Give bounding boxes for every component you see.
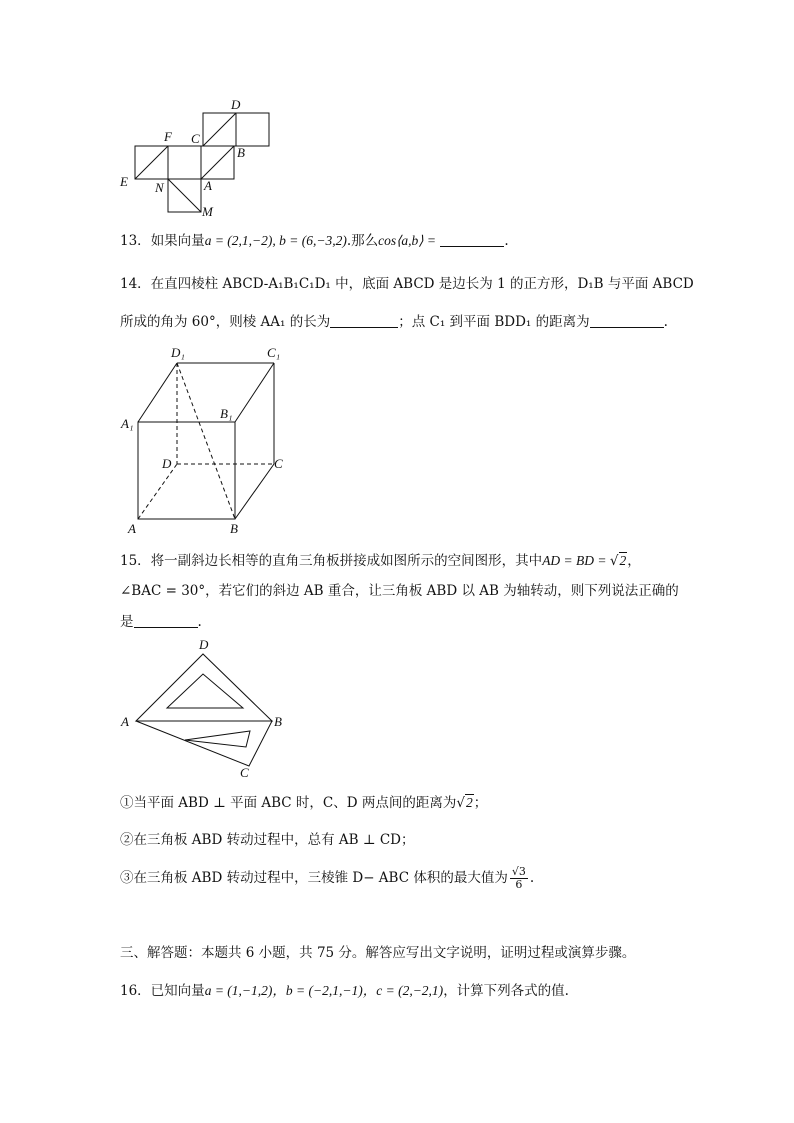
cube-label-d1: D₁ xyxy=(171,345,185,360)
tri-label-b: B xyxy=(274,714,282,729)
net-label-f: F xyxy=(164,129,172,144)
q15-line1-expr: AD = BD = xyxy=(542,553,610,568)
q15-line3: 是 xyxy=(120,614,134,630)
cube-label-d: D xyxy=(162,456,172,471)
tri-label-a: A xyxy=(121,714,129,729)
cube-label-c1: C₁ xyxy=(267,345,281,360)
question-15-line2: ∠BAC = 30°，若它们的斜边 AB 重合，让三角板 ABD 以 AB 为轴转动，则下列说法正确的 xyxy=(120,583,679,599)
q13-text-before: 如果向量 xyxy=(150,233,205,249)
q14-answer-blank-2[interactable] xyxy=(590,313,664,328)
section-3-heading: 三、解答题：本题共 6 小题，共 75 分。解答应写出文字说明，证明过程或演算步骤。 xyxy=(120,945,636,961)
net-label-d: D xyxy=(231,97,241,112)
net-figure xyxy=(110,95,290,225)
q15-line1-a: 15．将一副斜边长相等的直角三角板拼接成如图所示的空间图形，其中 xyxy=(120,553,543,569)
question-14-line2 xyxy=(120,312,668,332)
option-1: ①当平面 ABD ⊥ 平面 ABC 时，C、D 两点间的距离为√2； xyxy=(120,795,488,811)
cube-label-a: A xyxy=(128,521,136,536)
q15-line3-end: . xyxy=(197,614,202,630)
q13-number: 13． xyxy=(120,233,151,249)
q15-answer-blank[interactable] xyxy=(134,613,198,628)
opt3-fraction xyxy=(510,866,528,891)
q14-line2-end: . xyxy=(663,314,668,330)
cube-figure xyxy=(115,340,300,540)
triangle-boards-figure xyxy=(115,635,300,785)
opt1-end: ； xyxy=(473,795,488,811)
question-13 xyxy=(120,231,509,251)
q15-line1-end: ， xyxy=(627,553,641,569)
q15-line1-root: 2 xyxy=(619,553,627,568)
option-3 xyxy=(120,866,534,891)
net-label-n: N xyxy=(155,180,164,195)
question-16 xyxy=(120,981,569,1001)
q16-text-b: ，计算下列各式的值. xyxy=(443,983,569,999)
opt3-denominator: 6 xyxy=(515,878,523,891)
q13-text-mid: .那么 xyxy=(346,233,379,249)
opt3-text: ③在三角板 ABD 转动过程中，三棱锥 D− ABC 体积的最大值为 xyxy=(120,870,508,886)
question-15-line1: 15．将一副斜边长相等的直角三角板拼接成如图所示的空间图形，其中AD = BD = √2， xyxy=(120,553,641,569)
option-2: ②在三角板 ABD 转动过程中，总有 AB ⊥ CD； xyxy=(120,832,415,848)
q14-answer-blank-1[interactable] xyxy=(330,313,398,328)
opt3-end: . xyxy=(529,870,535,886)
net-label-c: C xyxy=(191,131,200,146)
tri-label-d: D xyxy=(199,637,209,652)
opt1-text: ①当平面 ABD ⊥ 平面 ABC 时，C、D 两点间的距离为 xyxy=(120,795,457,811)
q13-end: . xyxy=(504,233,509,249)
q13-cos-expr: cos⟨a,b⟩ = xyxy=(378,233,437,248)
cube-label-a1: A₁ xyxy=(121,416,134,431)
q14-line2-b: ；点 C₁ 到平面 BDD₁ 的距离为 xyxy=(398,314,590,330)
question-14-line1: 14．在直四棱柱 ABCD-A₁B₁C₁D₁ 中，底面 ABCD 是边长为 1 的正方形，D₁B 与平面 ABCD xyxy=(120,276,694,292)
net-label-m: M xyxy=(202,204,213,219)
question-15-line3 xyxy=(120,612,202,632)
opt1-root: 2 xyxy=(465,795,473,810)
net-label-e: E xyxy=(120,174,128,189)
cube-label-b1: B₁ xyxy=(220,406,233,421)
q16-text-a: 16．已知向量 xyxy=(120,983,205,999)
q16-vector-expr: a = (1,−1,2)，b = (−2,1,−1)，c = (2,−2,1) xyxy=(204,983,444,998)
q13-answer-blank[interactable] xyxy=(440,232,504,247)
q13-vector-expr: a = (2,1,−2), b = (6,−3,2) xyxy=(204,233,347,248)
tri-label-c: C xyxy=(240,765,249,780)
net-label-a: A xyxy=(204,178,212,193)
q14-line2-a: 所成的角为 60°，则棱 AA₁ 的长为 xyxy=(120,314,331,330)
cube-label-b: B xyxy=(230,521,238,536)
net-label-b: B xyxy=(237,145,245,160)
opt3-numerator: √3 xyxy=(511,865,526,878)
cube-label-c: C xyxy=(274,456,283,471)
